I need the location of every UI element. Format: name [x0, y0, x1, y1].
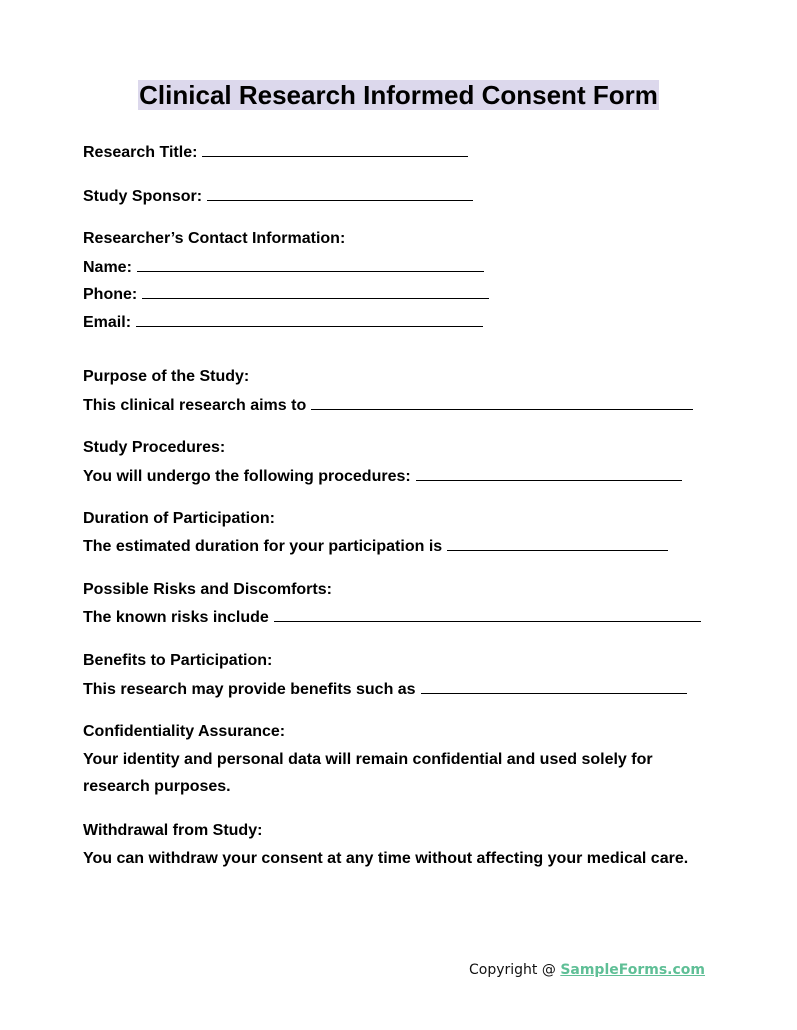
- benefits-heading: Benefits to Participation:: [83, 652, 273, 669]
- sampleforms-link[interactable]: SampleForms.com: [560, 962, 706, 978]
- withdrawal-heading: Withdrawal from Study:: [83, 822, 263, 839]
- contact-heading: Researcher’s Contact Information:: [83, 230, 346, 247]
- form-title: [0, 80, 797, 110]
- purpose-field: [83, 395, 693, 416]
- contact-phone-label: Phone:: [83, 286, 138, 303]
- study-sponsor-field: [83, 186, 473, 207]
- procedures-blank[interactable]: [416, 466, 682, 481]
- contact-name-field: [83, 257, 484, 278]
- benefits-blank[interactable]: [421, 679, 687, 694]
- confidentiality-heading: Confidentiality Assurance:: [83, 723, 286, 740]
- study-sponsor-blank[interactable]: [207, 186, 473, 201]
- procedures-heading: Study Procedures:: [83, 439, 226, 456]
- duration-blank[interactable]: [447, 536, 668, 551]
- purpose-heading: Purpose of the Study:: [83, 368, 250, 385]
- confidentiality-text: Your identity and personal data will remain confidential and used solely for research purposes.: [83, 751, 653, 795]
- contact-email-blank[interactable]: [136, 312, 483, 327]
- risks-blank[interactable]: [274, 607, 701, 622]
- risks-field: [83, 607, 701, 628]
- benefits-field: [83, 679, 687, 700]
- copyright-prefix: Copyright @: [469, 962, 561, 978]
- procedures-text: You will undergo the following procedures:: [83, 468, 411, 485]
- risks-text: The known risks include: [83, 609, 269, 626]
- contact-name-label: Name:: [83, 259, 132, 276]
- contact-email-label: Email:: [83, 314, 132, 331]
- risks-heading: Possible Risks and Discomforts:: [83, 581, 332, 598]
- duration-text: The estimated duration for your participation is: [83, 538, 443, 555]
- copyright-footer: [469, 960, 705, 980]
- purpose-blank[interactable]: [311, 395, 693, 410]
- withdrawal-text: You can withdraw your consent at any time without affecting your medical care.: [83, 850, 689, 867]
- research-title-label: Research Title:: [83, 144, 198, 161]
- contact-email-field: [83, 312, 483, 333]
- research-title-field: [83, 142, 468, 163]
- contact-phone-field: [83, 284, 489, 305]
- procedures-field: [83, 466, 682, 487]
- contact-name-blank[interactable]: [137, 257, 484, 272]
- form-title-text: Clinical Research Informed Consent Form: [139, 80, 658, 110]
- study-sponsor-label: Study Sponsor:: [83, 188, 203, 205]
- benefits-text: This research may provide benefits such as: [83, 681, 416, 698]
- duration-heading: Duration of Participation:: [83, 510, 275, 527]
- contact-phone-blank[interactable]: [142, 284, 489, 299]
- duration-field: [83, 536, 668, 557]
- purpose-text: This clinical research aims to: [83, 397, 307, 414]
- research-title-blank[interactable]: [202, 142, 468, 157]
